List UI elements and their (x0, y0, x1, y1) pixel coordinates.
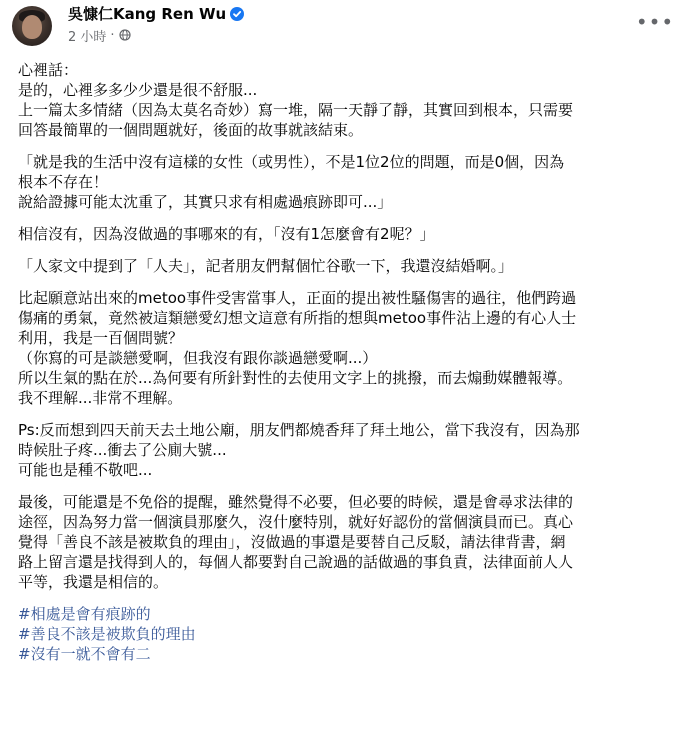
text-line: 說給證據可能太沈重了，其實只求有相處過痕跡即可...」 (18, 193, 393, 211)
hashtag-list (18, 604, 678, 664)
text-line: 「就是我的生活中沒有這樣的女性（或男性），不是1位2位的問題，而是0個，因為 (18, 153, 565, 171)
text-line: 利用，我是一百個問號？ (18, 329, 184, 347)
paragraph (18, 152, 678, 212)
text-line: 傷痛的勇氣，竟然被這類戀愛幻想文這意有所指的想與metoo事件沾上邊的有心人士 (18, 309, 577, 327)
post-header (12, 0, 681, 56)
text-line: 比起願意站出來的metoo事件受害當事人，正面的提出被性騷傷害的過往，他們跨過 (18, 289, 577, 307)
verified-badge-icon (230, 7, 244, 21)
author-name[interactable]: 吳慷仁Kang Ren Wu (68, 5, 227, 23)
text-line: 所以生氣的點在於...為何要有所針對性的去使用文字上的挑撥，而去煽動媒體報導。 (18, 369, 573, 387)
text-line: 相信沒有，因為沒做過的事哪來的有，「沒有1怎麼會有2呢？」 (18, 225, 435, 243)
text-line: 根本不存在！ (18, 173, 109, 191)
text-line: 最後，可能還是不免俗的提醒，雖然覺得不必要，但必要的時候，還是會尋求法律的 (18, 493, 574, 511)
meta-separator: · (110, 27, 115, 43)
text-line: 可能也是種不敬吧... (18, 461, 153, 479)
text-line: 覺得「善良不該是被欺負的理由」，沒做過的事還是要替自己反駁，請法律背書，網 (18, 533, 566, 551)
post-body (18, 60, 678, 664)
paragraph (18, 60, 678, 140)
text-line: 路上留言還是找得到人的，每個人都要對自己說過的話做過的事負責，法律面前人人 (18, 553, 574, 571)
text-line: 途徑，因為努力當一個演員那麼久，沒什麼特別，就好好認份的當個演員而已。真心 (18, 513, 574, 531)
text-line: 是的，心裡多多少少還是很不舒服... (18, 81, 258, 99)
post-meta (68, 27, 131, 43)
hashtag-link[interactable]: #善良不該是被欺負的理由 (18, 625, 196, 643)
hashtag-link[interactable]: #相處是會有痕跡的 (18, 605, 151, 623)
text-line: 心裡話： (18, 61, 79, 79)
paragraph (18, 288, 678, 408)
text-line: 時候肚子疼...衝去了公廁大號... (18, 441, 227, 459)
paragraph (18, 492, 678, 592)
text-line: 上一篇太多情緒（因為太莫名奇妙）寫一堆，隔一天靜了靜，其實回到根本，只需要 (18, 101, 574, 119)
more-options-icon[interactable]: ••• (635, 10, 675, 34)
text-line: Ps:反而想到四天前天去土地公廟，朋友們都燒香拜了拜土地公，當下我沒有，因為那 (18, 421, 580, 439)
text-line: 平等，我還是相信的。 (18, 573, 169, 591)
avatar[interactable] (12, 6, 52, 46)
globe-icon[interactable] (119, 29, 131, 41)
text-line: 我不理解...非常不理解。 (18, 389, 183, 407)
text-line: （你寫的可是談戀愛啊，但我沒有跟你談過戀愛啊...） (18, 349, 378, 367)
text-line: 「人家文中提到了「人夫」，記者朋友們幫個忙谷歌一下，我還沒結婚啊。」 (18, 257, 514, 275)
text-line: 回答最簡單的一個問題就好，後面的故事就該結束。 (18, 121, 364, 139)
timestamp[interactable]: 2 小時 (68, 29, 107, 45)
paragraph (18, 224, 678, 244)
hashtag-link[interactable]: #沒有一就不會有二 (18, 645, 151, 663)
paragraph (18, 256, 678, 276)
paragraph (18, 420, 678, 480)
